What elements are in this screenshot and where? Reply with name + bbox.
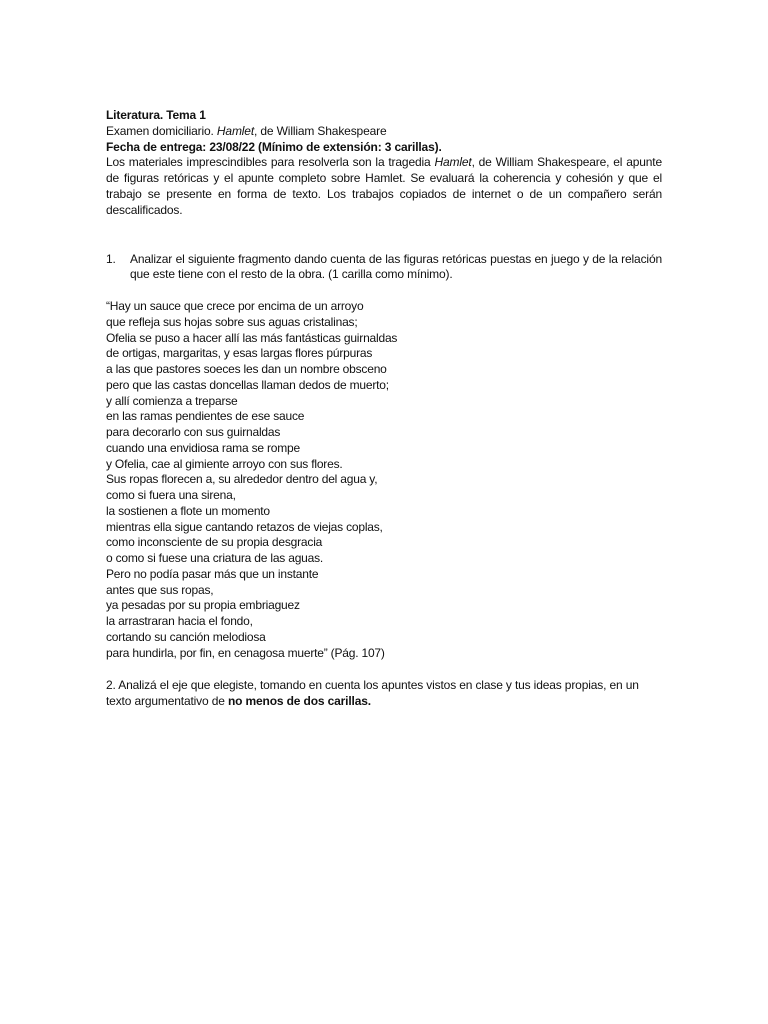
poem-line: la sostienen a flote un momento <box>106 503 270 518</box>
poem-line: y allí comienza a treparse <box>106 393 238 408</box>
poem-line: pero que las castas doncellas llaman dedos de muerto; <box>106 377 389 392</box>
poem-line: o como si fuese una criatura de las aguas. <box>106 551 324 566</box>
question-2 <box>106 678 662 710</box>
exam-work-title: Hamlet <box>216 123 255 138</box>
question-1 <box>106 252 662 284</box>
poem-line: que refleja sus hojas sobre sus aguas cristalinas; <box>106 314 358 329</box>
intro-work-title: Hamlet <box>434 155 472 170</box>
intro-text-2: , de William Shakespeare, el apunte de figuras retóricas y el apunte completo sobre Hamlet. Se evaluará la coherencia y cohesión y que el trabajo se presente en forma de texto. Los trabajos copiados de internet o de un compañero serán descalificados. <box>106 155 662 217</box>
poem-line: en las ramas pendientes de ese sauce <box>106 409 305 424</box>
poem-line: “Hay un sauce que crece por encima de un arroyo <box>106 299 364 314</box>
poem-line: de ortigas, margaritas, y esas largas flores púrpuras <box>106 346 373 361</box>
poem-fragment <box>106 299 662 661</box>
poem-line: cortando su canción melodiosa <box>106 629 266 644</box>
poem-line: para decorarlo con sus guirnaldas <box>106 425 281 440</box>
poem-line: la arrastraran hacia el fondo, <box>106 614 253 629</box>
poem-line: ya pesadas por su propia embriaguez <box>106 598 300 613</box>
poem-line: como si fuera una sirena, <box>106 488 236 503</box>
poem-line: cuando una envidiosa rama se rompe <box>106 440 300 455</box>
poem-line: y Ofelia, cae al gimiente arroyo con sus flores. <box>106 456 343 471</box>
exam-subtitle <box>106 124 662 140</box>
document-title: Literatura. Tema 1 <box>106 108 206 122</box>
poem-line: Pero no podía pasar más que un instante <box>106 566 319 581</box>
poem-line: antes que sus ropas, <box>106 582 214 597</box>
intro-text-1: Los materiales imprescindibles para resolverla son la tragedia <box>106 155 435 170</box>
exam-author: , de William Shakespeare <box>254 123 387 138</box>
question-1-text: Analizar el siguiente fragmento dando cuenta de las figuras retóricas puestas en juego y de la relación que este tiene con el resto de la obra. (1 carilla como mínimo). <box>130 251 662 282</box>
exam-document <box>106 108 662 710</box>
due-date: Fecha de entrega: 23/08/22 (Mínimo de extensión: 3 carillas). <box>106 139 442 154</box>
poem-line: a las que pastores soeces les dan un nombre obsceno <box>106 362 387 377</box>
intro-paragraph <box>106 155 662 218</box>
exam-prefix: Examen domiciliario. <box>106 123 217 138</box>
poem-line: como inconsciente de su propia desgracia <box>106 535 323 550</box>
poem-line: para hundirla, por fin, en cenagosa muerte” (Pág. 107) <box>106 645 385 660</box>
poem-line: mientras ella sigue cantando retazos de viejas coplas, <box>106 519 383 534</box>
poem-line: Ofelia se puso a hacer allí las más fantásticas guirnaldas <box>106 330 398 345</box>
question-2-text: 2. Analizá el eje que elegiste, tomando en cuenta los apuntes vistos en clase y tus ideas propias, en un texto argumentativo de <box>106 678 639 709</box>
poem-line: Sus ropas florecen a, su alrededor dentro del agua y, <box>106 472 378 487</box>
question-1-number: 1. <box>106 251 116 266</box>
question-2-emphasis: no menos de dos carillas. <box>227 694 371 709</box>
